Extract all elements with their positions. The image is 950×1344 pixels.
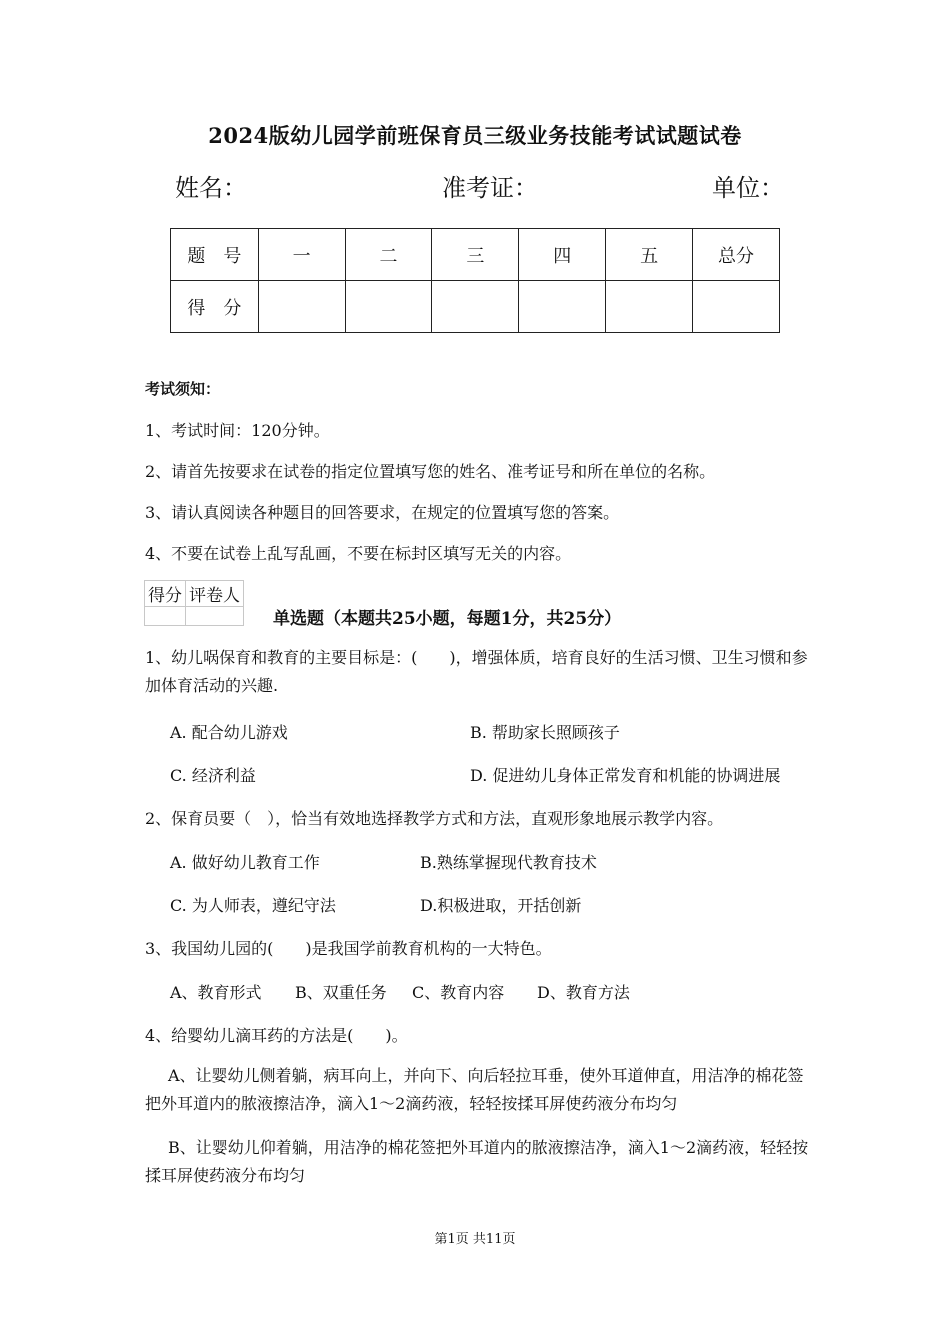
score-input-cell[interactable] [519,281,606,333]
unit-label: 单位： [712,174,784,202]
page-title: 2024版幼儿园学前班保育员三级业务技能考试试题试卷 [208,123,742,148]
notice-item: 1、考试时间：120分钟。 [145,421,330,440]
grader-score-label: 得分 [145,581,186,607]
score-header-cell: 一 [258,229,345,281]
question-option: B. 帮助家长照顾孩子 [470,723,620,742]
section-heading: 单选题（本题共25小题，每题1分，共25分） [273,609,622,629]
score-header-cell: 五 [606,229,693,281]
score-table [170,228,780,333]
notice-item: 2、请首先按要求在试卷的指定位置填写您的姓名、准考证号和所在单位的名称。 [145,462,716,481]
score-input-cell[interactable] [345,281,432,333]
question-option: A、让婴幼儿侧着躺，病耳向上，并向下、向后轻拉耳垂，使外耳道伸直，用洁净的棉花签把外耳道内的脓液擦洁净，滴入1～2滴药液，轻轻按揉耳屏使药液分布均匀 [145,1066,804,1113]
score-table-score-row [171,281,780,333]
score-input-cell[interactable] [693,281,780,333]
question-option: B、双重任务 [295,983,387,1002]
question-option: D. 促进幼儿身体正常发育和机能的协调进展 [470,766,781,785]
score-table-header-row [171,229,780,281]
grader-score-cell[interactable] [145,607,186,626]
question-option: C、教育内容 [412,983,505,1002]
name-label: 姓名： [175,174,247,202]
question-option: D、教育方法 [537,983,630,1002]
question-option: B、让婴幼儿仰着躺，用洁净的棉花签把外耳道内的脓液擦洁净，滴入1～2滴药液，轻轻按揉耳屏使药液分布均匀 [145,1138,809,1185]
exam-id-label: 准考证： [442,174,538,202]
score-header-cell: 二 [345,229,432,281]
question-stem: 2、保育员要（ ），恰当有效地选择教学方式和方法，直观形象地展示教学内容。 [145,809,724,828]
score-input-cell[interactable] [606,281,693,333]
score-header-cell: 题 号 [171,229,259,281]
notice-heading: 考试须知： [145,380,221,398]
question-stem: 4、给婴幼儿滴耳药的方法是( )。 [145,1026,408,1045]
question-option: C. 经济利益 [170,766,256,785]
score-input-cell[interactable] [258,281,345,333]
question-option: D.积极进取，开括创新 [420,896,582,915]
grader-box [144,580,244,626]
score-row-label: 得 分 [171,281,259,333]
question-option: B.熟练掌握现代教育技术 [420,853,597,872]
score-header-cell: 四 [519,229,606,281]
question-option: A. 做好幼儿教育工作 [170,853,320,872]
page-footer: 第1页 共11页 [434,1232,516,1247]
question-stem: 1、幼儿㖞保育和教育的主要目标是：( )，增强体质，培育良好的生活习惯、卫生习惯和参加体育活动的兴趣. [145,648,808,695]
question-option: A. 配合幼儿游戏 [170,723,288,742]
grader-reviewer-label: 评卷人 [186,581,244,607]
score-header-cell: 三 [432,229,519,281]
question-option: C. 为人师表，遵纪守法 [170,896,336,915]
score-input-cell[interactable] [432,281,519,333]
notice-item: 3、请认真阅读各种题目的回答要求，在规定的位置填写您的答案。 [145,503,620,522]
question-option: A、教育形式 [170,983,262,1002]
notice-item: 4、不要在试卷上乱写乱画，不要在标封区填写无关的内容。 [145,544,572,563]
score-header-cell: 总分 [693,229,780,281]
question-stem: 3、我国幼儿园的( )是我国学前教育机构的一大特色。 [145,939,552,958]
grader-reviewer-cell[interactable] [186,607,244,626]
